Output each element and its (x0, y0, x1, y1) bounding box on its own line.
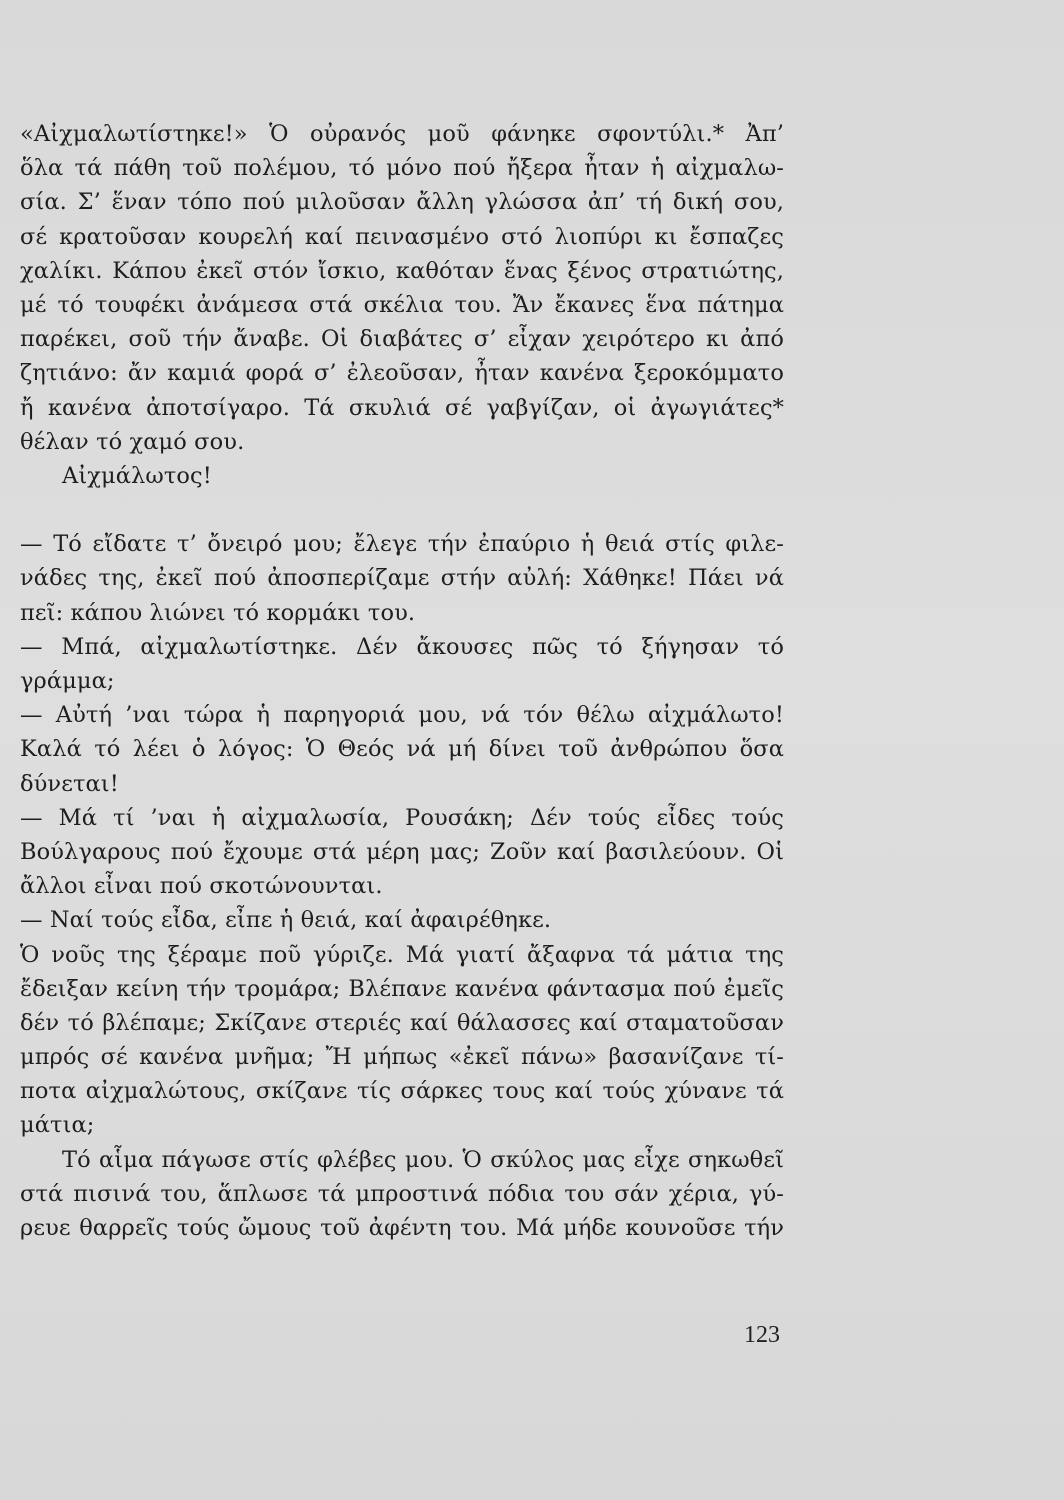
text-line: πεῖ: κάπου λιώνει τό κορμάκι του. (20, 599, 416, 626)
text-line: δέν τό βλέπαμε; Σκίζανε στεριές καί θάλασσες καί σταματοῦσαν (20, 1009, 784, 1036)
text-line: δύνεται! (20, 770, 119, 797)
text-line: Τό αἷμα πάγωσε στίς φλέβες μου. Ὁ σκύλος μας εἶχε σηκωθεῖ (62, 1146, 784, 1173)
text-line: ἔδειξαν κείνη τήν τρομάρα; Βλέπανε κανένα φάντασμα πού ἐμεῖς (20, 975, 784, 1002)
text-line: ρευε θαρρεῖς τούς ὤμους τοῦ ἀφέντη του. Μά μήδε κουνοῦσε τήν (20, 1215, 784, 1241)
text-line: μέ τό τουφέκι ἀνάμεσα στά σκέλια του. Ἄν ἔκανες ἕνα πάτημα (20, 291, 784, 318)
text-line: χαλίκι. Κάπου ἐκεῖ στόν ἴσκιο, καθόταν ἕνας ξένος στρατιώτης, (20, 257, 784, 284)
text-line: σέ κρατοῦσαν κουρελή καί πεινασμένο στό λιοπύρι κι ἔσπαζες (20, 223, 784, 250)
body-text (20, 117, 784, 1245)
text-line: παρέκει, σοῦ τήν ἄναβε. Οἱ διαβάτες σ’ εἶχαν χειρότερο κι ἀπό (20, 326, 784, 353)
text-line: — Μπά, αἰχμαλωτίστηκε. Δέν ἄκουσες πῶς τό ξήγησαν τό (20, 633, 784, 660)
text-line: μάτια; (20, 1112, 95, 1139)
text-line: Ὁ νοῦς της ξέραμε ποῦ γύριζε. Μά γιατί ἄξαφνα τά μάτια της (20, 941, 784, 968)
text-line: θέλαν τό χαμό σου. (20, 428, 245, 455)
text-line: Βούλγαρους πού ἔχουμε στά μέρη μας; Ζοῦν καί βασιλεύουν. Οἱ (20, 838, 784, 865)
paragraph-gap (20, 493, 784, 527)
text-line: ἤ κανένα ἀποτσίγαρο. Τά σκυλιά σέ γαβγίζαν, οἱ ἀγωγιάτες* (20, 394, 784, 421)
text-line: — Μά τί ’ναι ἡ αἰχμαλωσία, Ρουσάκη; Δέν τούς εἶδες τούς (20, 804, 784, 831)
text-line: γράμμα; (20, 668, 115, 694)
text-line: Καλά τό λέει ὁ λόγος: Ὁ Θεός νά μή δίνει τοῦ ἀνθρώπου ὅσα (20, 736, 784, 763)
text-line: — Ναί τούς εἶδα, εἶπε ἡ θειά, καί ἀφαιρέθηκε. (20, 907, 552, 934)
text-line: σία. Σ’ ἕναν τόπο πού μιλοῦσαν ἄλλη γλώσσα ἀπ’ τή δική σου, (20, 189, 784, 216)
text-line: ἄλλοι εἶναι πού σκοτώνουνται. (20, 873, 383, 900)
text-line: ζητιάνο: ἄν καμιά φορά σ’ ἐλεοῦσαν, ἦταν κανένα ξεροκόμματο (20, 360, 784, 387)
text-line: ποτα αἰχμαλώτους, σκίζανε τίς σάρκες τους καί τούς χύνανε τά (20, 1078, 784, 1105)
page-number: 123 (744, 1322, 780, 1348)
text-line: «Αἰχμαλωτίστηκε!» Ὁ οὐρανός μοῦ φάνηκε σφοντύλι.* Ἀπ’ (20, 121, 784, 147)
text-line: Αἰχμάλωτος! (62, 462, 212, 489)
text-line: μπρός σέ κανένα μνῆμα; Ἤ μήπως «ἐκεῖ πάνω» βασανίζανε τί- (20, 1044, 784, 1071)
text-line: — Τό εἴδατε τ’ ὄνειρό μου; ἔλεγε τήν ἐπαύριο ἡ θειά στίς φιλε- (20, 531, 784, 558)
text-line: στά πισινά του, ἅπλωσε τά μπροστινά πόδια του σάν χέρια, γύ- (20, 1180, 784, 1207)
text-line: — Αὐτή ’ναι τώρα ἡ παρηγοριά μου, νά τόν θέλω αἰχμάλωτο! (20, 702, 784, 729)
text-line: νάδες της, ἐκεῖ πού ἀποσπερίζαμε στήν αὐλή: Χάθηκε! Πάει νά (20, 565, 784, 592)
text-line: ὅλα τά πάθη τοῦ πολέμου, τό μόνο πού ἤξερα ἦταν ἡ αἰχμαλω- (20, 155, 784, 182)
